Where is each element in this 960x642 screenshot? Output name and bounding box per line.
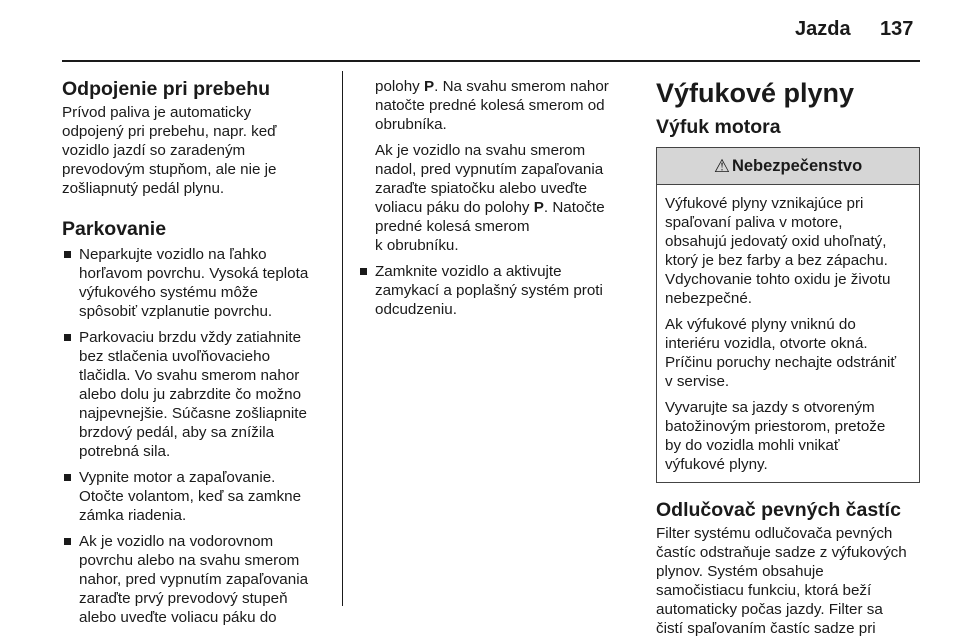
heading-odpojenie: Odpojenie pri prebehu bbox=[62, 78, 271, 100]
left-column bbox=[62, 77, 328, 634]
warning-triangle-icon: ⚠ bbox=[713, 155, 730, 176]
heading-vyfuk-motora: Výfuk motora bbox=[656, 116, 781, 138]
heading-odlucovac: Odlučovač pevných častíc bbox=[656, 499, 901, 521]
list-item: Ak je vozidlo na vodorovnom povrchu alebo na svahu smerom nahor, pred vypnutím zapaľovania zaraďte prvý prevodový stupeň alebo uveďte voliacu páku do bbox=[62, 532, 328, 627]
page-number: 137 bbox=[880, 18, 914, 40]
right-column bbox=[656, 77, 922, 638]
header-rule bbox=[62, 60, 920, 62]
list-item-continuation: polohy P. Na svahu smerom nahor natočte predné kolesá smerom od obrubníka. Ak je vozidlo na svahu smerom nadol, pred vypnutím zapaľovania zaraďte spiatočku alebo uveďte voliacu páku do polohy P. Natočte predné kolesá smerom k obrubníku. bbox=[375, 78, 609, 254]
danger-label: Nebezpečenstvo bbox=[731, 156, 863, 175]
list-item: Zamknite vozidlo a aktivujte zamykací a poplašný systém proti odcudzeniu. bbox=[358, 262, 626, 319]
heading-parkovanie: Parkovanie bbox=[62, 218, 167, 240]
list-item: Vypnite motor a zapaľovanie. Otočte volantom, keď sa zamkne zámka riadenia. bbox=[62, 468, 328, 525]
bullet-icon bbox=[64, 538, 71, 545]
paragraph-odlucovac: Filter systému odlučovača pevných častíc odstraňuje sadze z výfukových plynov. Systém obsahuje samočistiacu funkciu, ktorá beží automaticky počas jazdy. Filter sa čistí spaľovaním častíc sadze pri bbox=[656, 525, 907, 637]
parking-list bbox=[62, 245, 328, 627]
bullet-icon bbox=[64, 334, 71, 341]
bullet-icon bbox=[360, 268, 367, 275]
heading-vyfukove-plyny: Výfukové plyny bbox=[656, 78, 855, 108]
danger-body: Výfukové plyny vznikajúce pri spaľovaní paliva v motore, obsahujú jedovatý oxid uhoľnatý, ktorý je bez farby a bez zápachu. Vdychovanie tohto oxidu je životu nebezpečné. Ak výfukové plyny vniknú do interiéru vozidla, otvorte okná. Príčinu poruchy nechajte odstrániť v servise. Vyvarujte sa jazdy s otvoreným batožinovým priestorom, pretože by do vozidla mohli vnikať výfukové plyny. bbox=[665, 195, 897, 473]
column-divider bbox=[342, 71, 343, 606]
parking-list-continued bbox=[358, 262, 626, 319]
bullet-icon bbox=[64, 474, 71, 481]
danger-box bbox=[656, 147, 920, 483]
paragraph-odpojenie: Prívod paliva je automaticky odpojený pri prebehu, napr. keď vozidlo jazdí so zaradeným prevodovým stupňom, ale nie je zošliapnutý pedál plynu. bbox=[62, 104, 277, 197]
middle-column bbox=[358, 77, 626, 326]
list-item: Neparkujte vozidlo na ľahko horľavom povrchu. Vysoká teplota výfukového systému môže spôsobiť vzplanutie povrchu. bbox=[62, 245, 328, 321]
danger-header bbox=[657, 148, 919, 185]
running-title: Jazda bbox=[795, 18, 851, 40]
bullet-icon bbox=[64, 251, 71, 258]
list-item: Parkovaciu brzdu vždy zatiahnite bez stlačenia uvoľňovacieho tlačidla. Vo svahu smerom nahor alebo dolu ju zabrzdite čo možno najpevnejšie. Súčasne zošliapnite brzdový pedál, aby sa znížila potrebná sila. bbox=[62, 328, 328, 461]
